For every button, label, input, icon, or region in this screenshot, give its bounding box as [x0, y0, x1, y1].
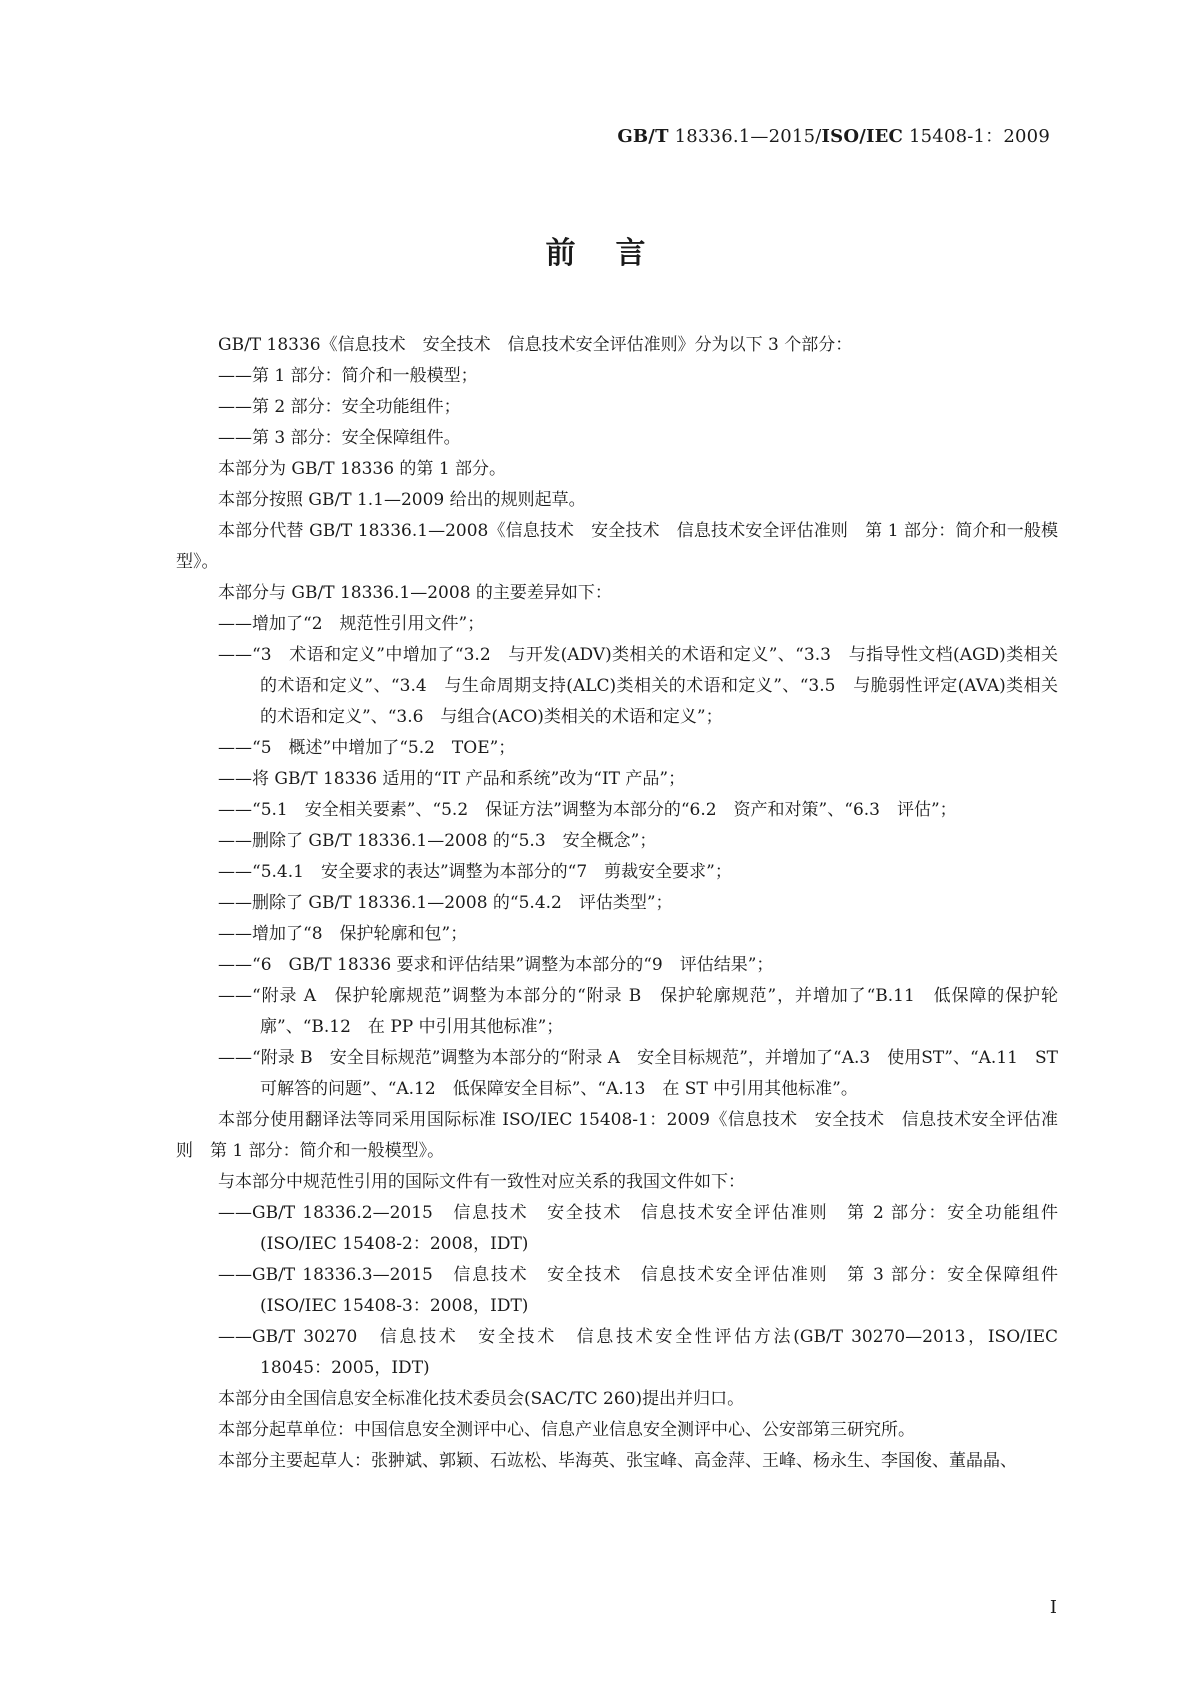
list-item: ——第 1 部分：简介和一般模型；: [218, 366, 478, 386]
list-item: ——删除了 GB/T 18336.1—2008 的“5.3 安全概念”；: [218, 831, 657, 851]
paragraph: GB/T 18336《信息技术 安全技术 信息技术安全评估准则》分为以下 3 个部分：: [218, 335, 853, 355]
page-title: 前言: [545, 236, 686, 271]
paragraph: 本部分与 GB/T 18336.1—2008 的主要差异如下：: [218, 583, 612, 603]
list-item: ——删除了 GB/T 18336.1—2008 的“5.4.2 评估类型”；: [218, 893, 673, 913]
paragraph: 与本部分中规范性引用的国际文件有一致性对应关系的我国文件如下：: [218, 1172, 745, 1192]
list-item: ——GB/T 30270 信息技术 安全技术 信息技术安全性评估方法(GB/T 30270—2013，ISO/IEC 18045：2005，IDT): [218, 1327, 1058, 1378]
list-item: ——“附录 A 保护轮廓规范”调整为本部分的“附录 B 保护轮廓规范”，并增加了“B.11 低保障的保护轮廓”、“B.12 在 PP 中引用其他标准”；: [218, 986, 1058, 1037]
list-item: ——将 GB/T 18336 适用的“IT 产品和系统”改为“IT 产品”；: [218, 769, 686, 789]
paragraph: 本部分主要起草人：张翀斌、郭颖、石竑松、毕海英、张宝峰、高金萍、王峰、杨永生、李国俊、董晶晶、: [218, 1451, 1017, 1471]
list-item: ——“6 GB/T 18336 要求和评估结果”调整为本部分的“9 评估结果”；: [218, 955, 774, 975]
list-item: ——“附录 B 安全目标规范”调整为本部分的“附录 A 安全目标规范”，并增加了“A.3 使用ST”、“A.11 ST 可解答的问题”、“A.12 低保障安全目标”、“A.13 在 ST 中引用其他标准”。: [218, 1048, 1058, 1099]
list-item: ——增加了“8 保护轮廓和包”；: [218, 924, 468, 944]
paragraph: 本部分代替 GB/T 18336.1—2008《信息技术 安全技术 信息技术安全评估准则 第 1 部分：简介和一般模型》。: [176, 521, 1058, 572]
page-number: I: [1049, 1597, 1057, 1618]
list-item: ——第 2 部分：安全功能组件；: [218, 397, 461, 417]
foreword-body: [176, 330, 1058, 1477]
paragraph: 本部分按照 GB/T 1.1—2009 给出的规则起草。: [218, 490, 586, 510]
list-item: ——GB/T 18336.2—2015 信息技术 安全技术 信息技术安全评估准则 第 2 部分：安全功能组件(ISO/IEC 15408-2：2008，IDT): [218, 1203, 1058, 1254]
list-item: ——“3 术语和定义”中增加了“3.2 与开发(ADV)类相关的术语和定义”、“3.3 与指导性文档(AGD)类相关的术语和定义”、“3.4 与生命周期支持(ALC)类相关的术语和定义”、“3.5 与脆弱性评定(AVA)类相关的术语和定义”、“3.6 与组合(ACO)类相关的术语和定义”；: [218, 645, 1058, 727]
paragraph: 本部分由全国信息安全标准化技术委员会(SAC/TC 260)提出并归口。: [218, 1389, 745, 1409]
paragraph: 本部分为 GB/T 18336 的第 1 部分。: [218, 459, 507, 479]
paragraph: 本部分使用翻译法等同采用国际标准 ISO/IEC 15408-1：2009《信息技术 安全技术 信息技术安全评估准则 第 1 部分：简介和一般模型》。: [176, 1110, 1058, 1161]
paragraph: 本部分起草单位：中国信息安全测评中心、信息产业信息安全测评中心、公安部第三研究所。: [218, 1420, 915, 1440]
standard-number-header: GB/T 18336.1—2015/ISO/IEC 15408-1：2009: [617, 126, 1050, 147]
list-item: ——第 3 部分：安全保障组件。: [218, 428, 461, 448]
list-item: ——GB/T 18336.3—2015 信息技术 安全技术 信息技术安全评估准则 第 3 部分：安全保障组件(ISO/IEC 15408-3：2008，IDT): [218, 1265, 1058, 1316]
list-item: ——“5.4.1 安全要求的表达”调整为本部分的“7 剪裁安全要求”；: [218, 862, 732, 882]
list-item: ——增加了“2 规范性引用文件”；: [218, 614, 485, 634]
list-item: ——“5.1 安全相关要素”、“5.2 保证方法”调整为本部分的“6.2 资产和对策”、“6.3 评估”；: [218, 800, 957, 820]
list-item: ——“5 概述”中增加了“5.2 TOE”；: [218, 738, 516, 758]
